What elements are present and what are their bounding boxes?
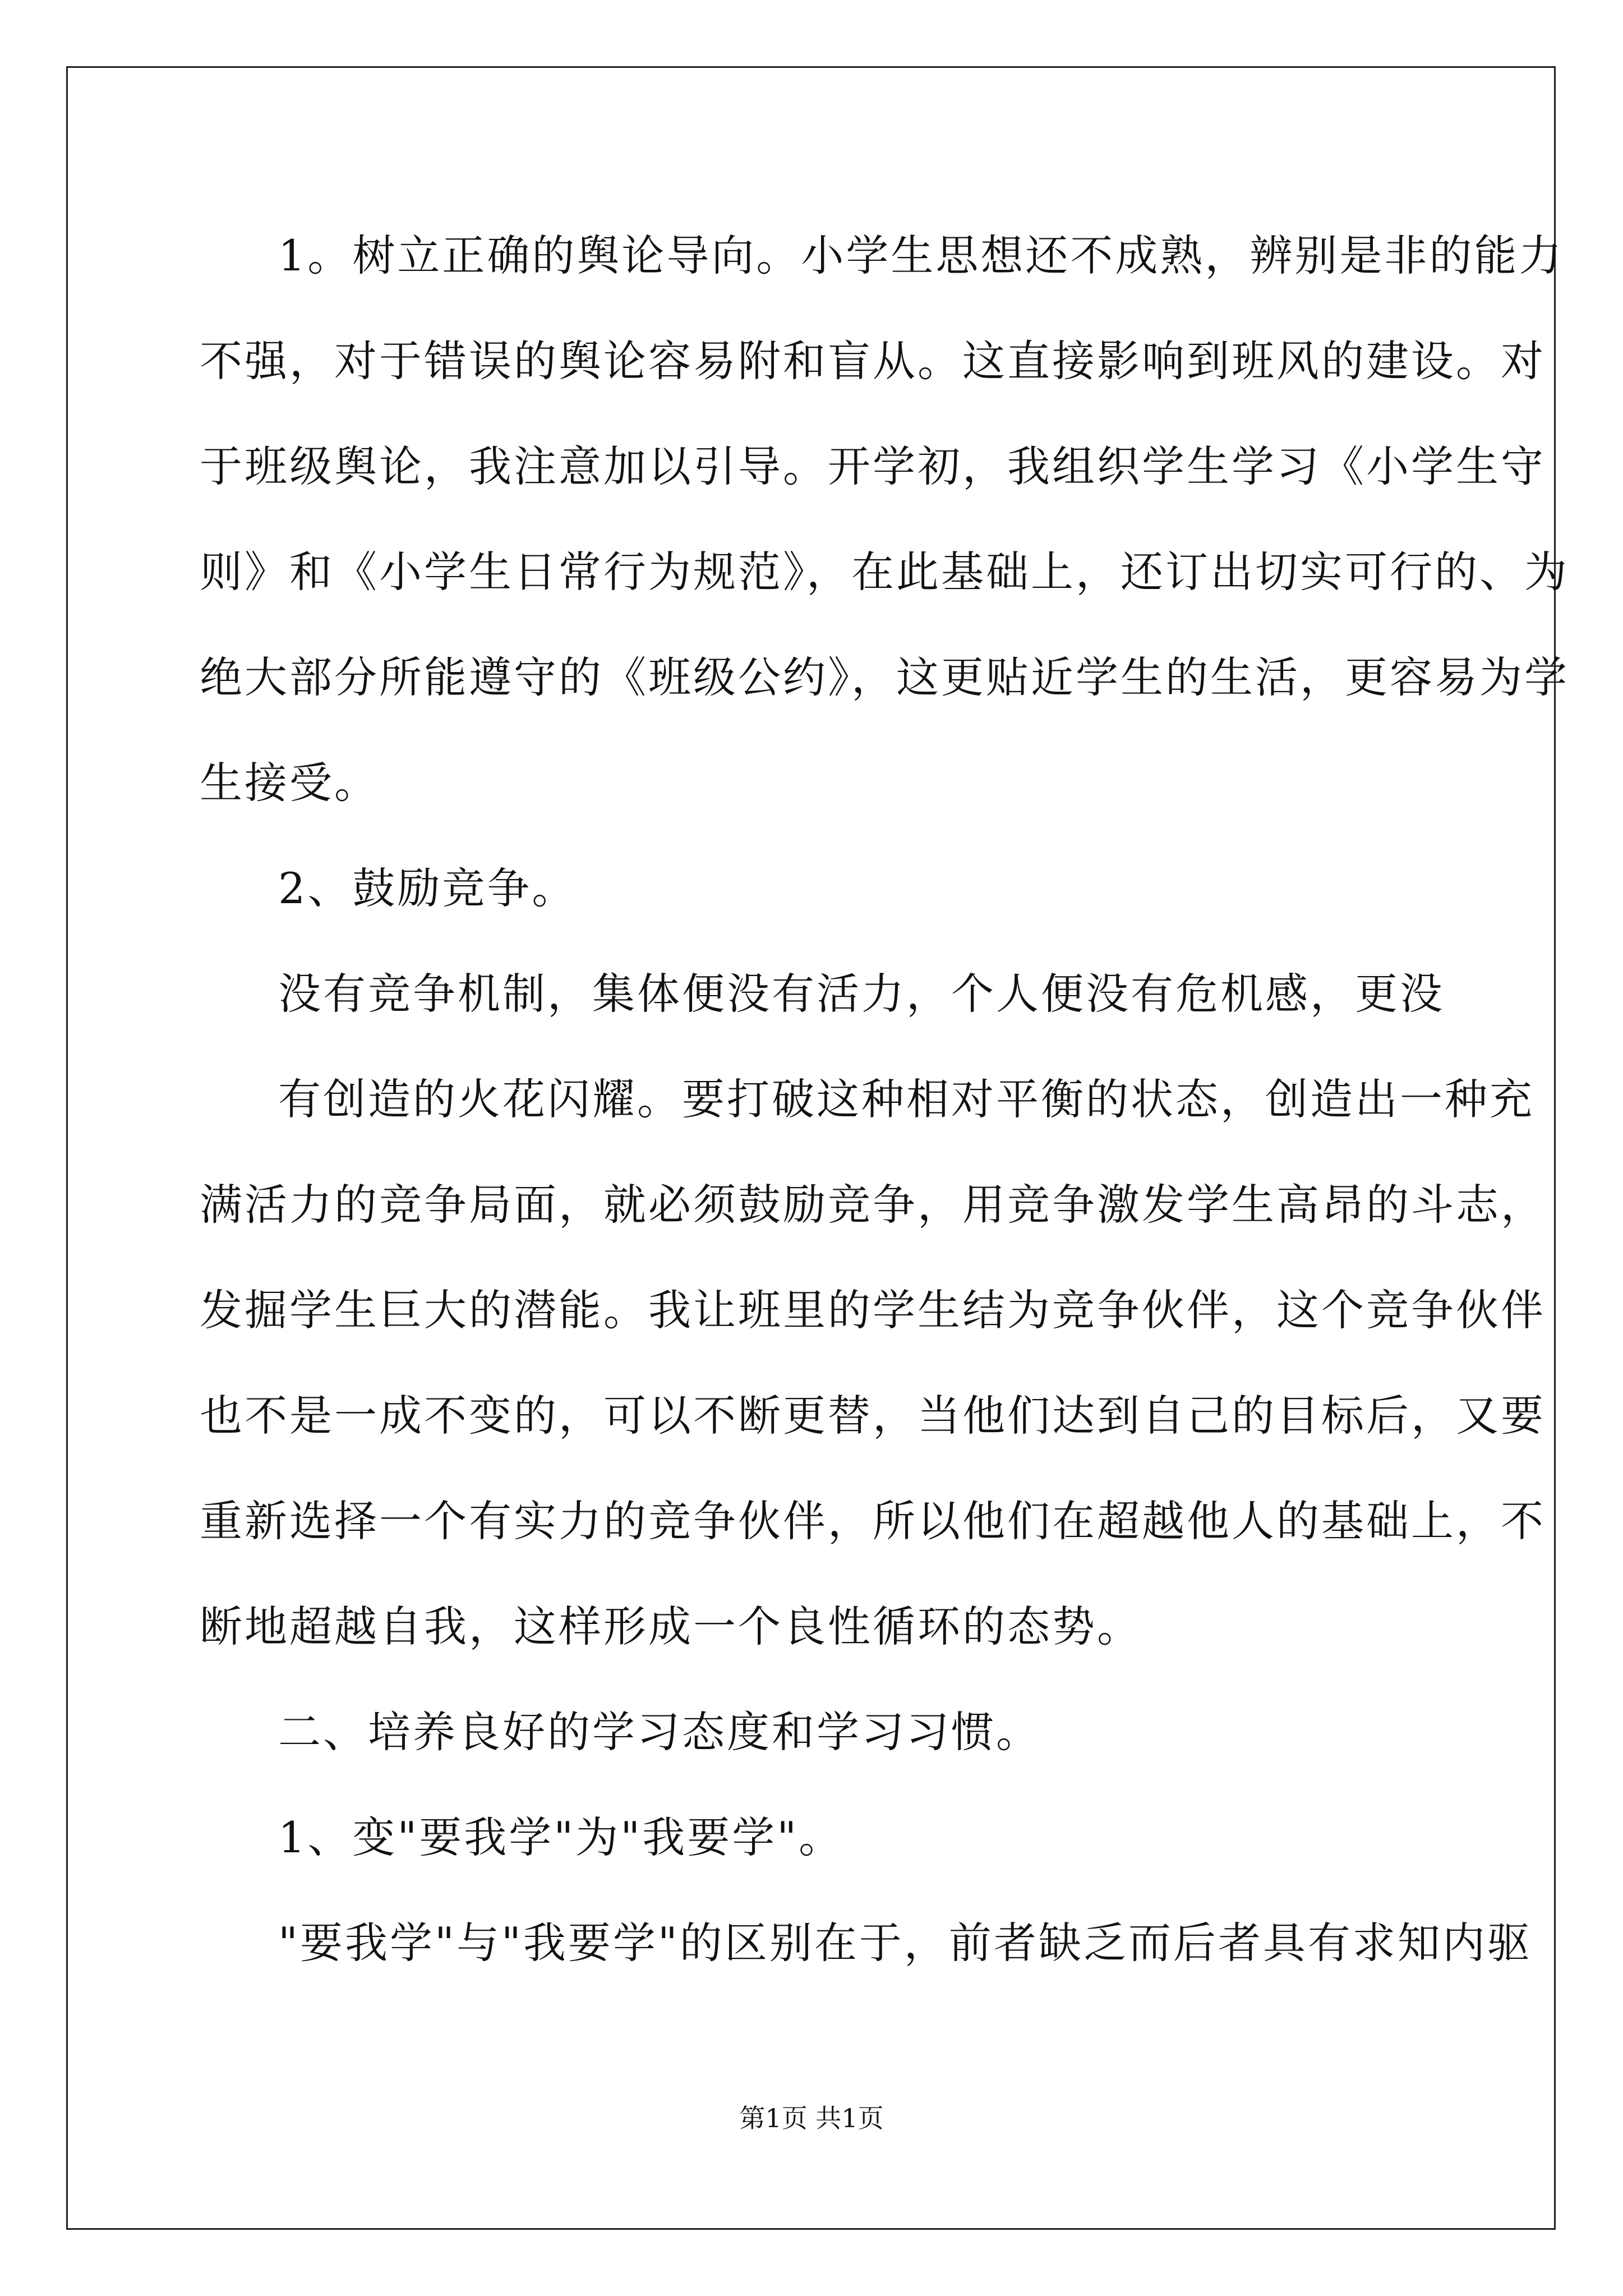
text-line: 不强，对于错误的舆论容易附和盲从。这直接影响到班风的建设。对 <box>200 336 1546 386</box>
text-line: 没有竞争机制，集体便没有活力，个人便没有危机感，更没 <box>278 969 1445 1019</box>
text-line: 重新选择一个有实力的竞争伙伴，所以他们在超越他人的基础上，不 <box>200 1496 1546 1546</box>
section-heading: 二、培养良好的学习态度和学习习惯。 <box>278 1707 1041 1757</box>
text-line: 也不是一成不变的，可以不断更替，当他们达到自己的目标后，又要 <box>200 1391 1546 1441</box>
text-line: 于班级舆论，我注意加以引导。开学初，我组织学生学习《小学生守 <box>200 441 1546 491</box>
section-heading: 1、变"要我学"为"我要学"。 <box>278 1812 844 1862</box>
page-footer: 第1页 共1页 <box>739 2103 884 2133</box>
text-line: 绝大部分所能遵守的《班级公约》，这更贴近学生的生活，更容易为学 <box>200 652 1569 702</box>
section-heading: 2、鼓励竞争。 <box>278 863 577 913</box>
text-line: 1。树立正确的舆论导向。小学生思想还不成熟，辨别是非的能力 <box>278 231 1564 280</box>
text-line: "要我学"与"我要学"的区别在于，前者缺乏而后者具有求知内驱 <box>278 1918 1532 1968</box>
text-line: 则》和《小学生日常行为规范》，在此基础上，还订出切实可行的、为 <box>200 547 1569 597</box>
text-line: 满活力的竞争局面，就必须鼓励竞争，用竞争激发学生高昂的斗志， <box>200 1180 1546 1230</box>
text-line: 发掘学生巨大的潜能。我让班里的学生结为竞争伙伴，这个竞争伙伴 <box>200 1285 1546 1335</box>
text-line: 有创造的火花闪耀。要打破这种相对平衡的状态，创造出一种充 <box>278 1074 1534 1124</box>
text-line: 生接受。 <box>200 758 379 808</box>
text-line: 断地超越自我，这样形成一个良性循环的态势。 <box>200 1602 1142 1651</box>
